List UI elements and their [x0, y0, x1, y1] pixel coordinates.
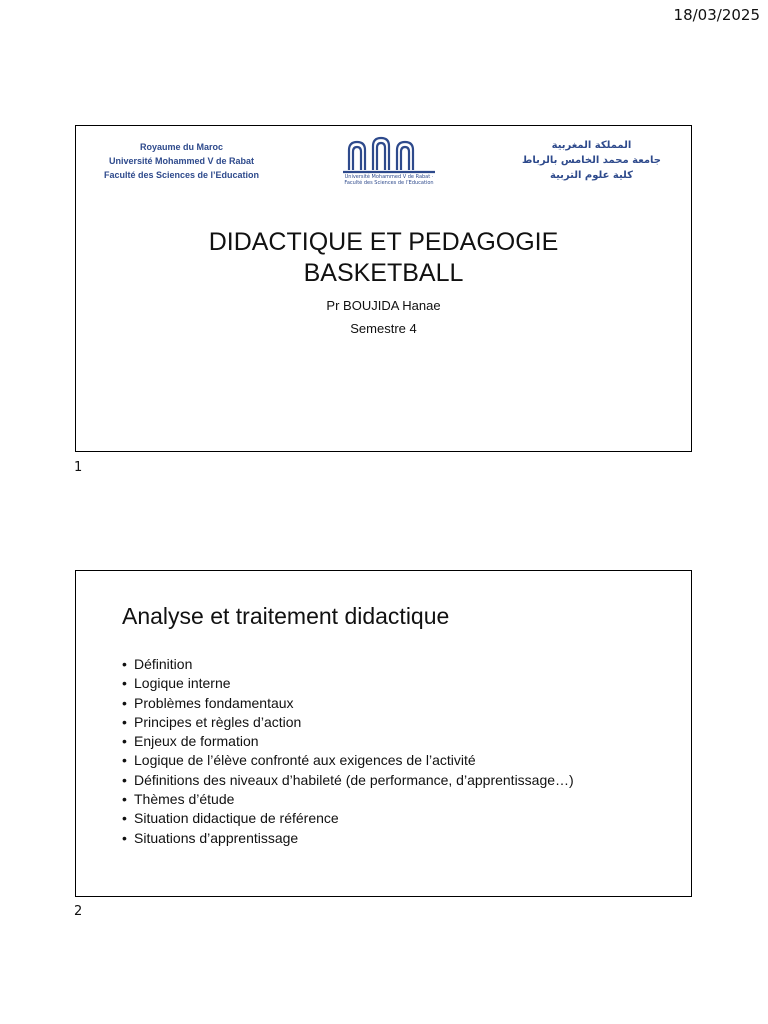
list-item: • Principes et règles d’action — [122, 713, 574, 732]
university-header — [94, 134, 673, 196]
slide-number: 2 — [74, 904, 83, 919]
arabic-header-text — [522, 138, 661, 183]
topic-list — [122, 655, 574, 848]
slide-title: Analyse et traitement didactique — [122, 603, 450, 629]
list-item: • Enjeux de formation — [122, 732, 574, 751]
header-fr-line: Université Mohammed V de Rabat — [109, 156, 255, 166]
semester-label: Semestre 4 — [350, 321, 417, 336]
title-line: BASKETBALL — [303, 259, 464, 287]
list-item: • Problèmes fondamentaux — [122, 694, 574, 713]
list-item: • Définition — [122, 655, 574, 674]
list-item: • Logique de l’élève confronté aux exigences de l’activité — [122, 751, 574, 770]
header-ar-line: المملكة المغربية — [551, 140, 632, 151]
print-date: 18/03/2025 — [673, 6, 760, 24]
logo-caption: Université Mohammed V de Rabat · Faculté des Sciences de l’Education — [344, 174, 434, 186]
slide-1 — [75, 125, 692, 452]
slide-title — [76, 227, 691, 289]
list-item: • Définitions des niveaux d’habileté (de performance, d’apprentissage…) — [122, 771, 574, 790]
header-fr-line: Faculté des Sciences de l’Education — [104, 170, 260, 180]
list-item: • Situations d’apprentissage — [122, 829, 574, 848]
french-header-text — [104, 140, 259, 182]
list-item: • Situation didactique de référence — [122, 809, 574, 828]
slide-number: 1 — [74, 460, 83, 475]
header-ar-line: كلية علوم التربية — [550, 170, 633, 181]
slide-2 — [75, 570, 692, 897]
header-ar-line: جامعة محمد الخامس بالرباط — [521, 155, 661, 166]
list-item: • Thèmes d’étude — [122, 790, 574, 809]
author-name: Pr BOUJIDA Hanae — [326, 298, 441, 313]
header-fr-line: Royaume du Maroc — [140, 142, 224, 152]
title-line: DIDACTIQUE ET PEDAGOGIE — [208, 228, 559, 256]
list-item: • Logique interne — [122, 674, 574, 693]
